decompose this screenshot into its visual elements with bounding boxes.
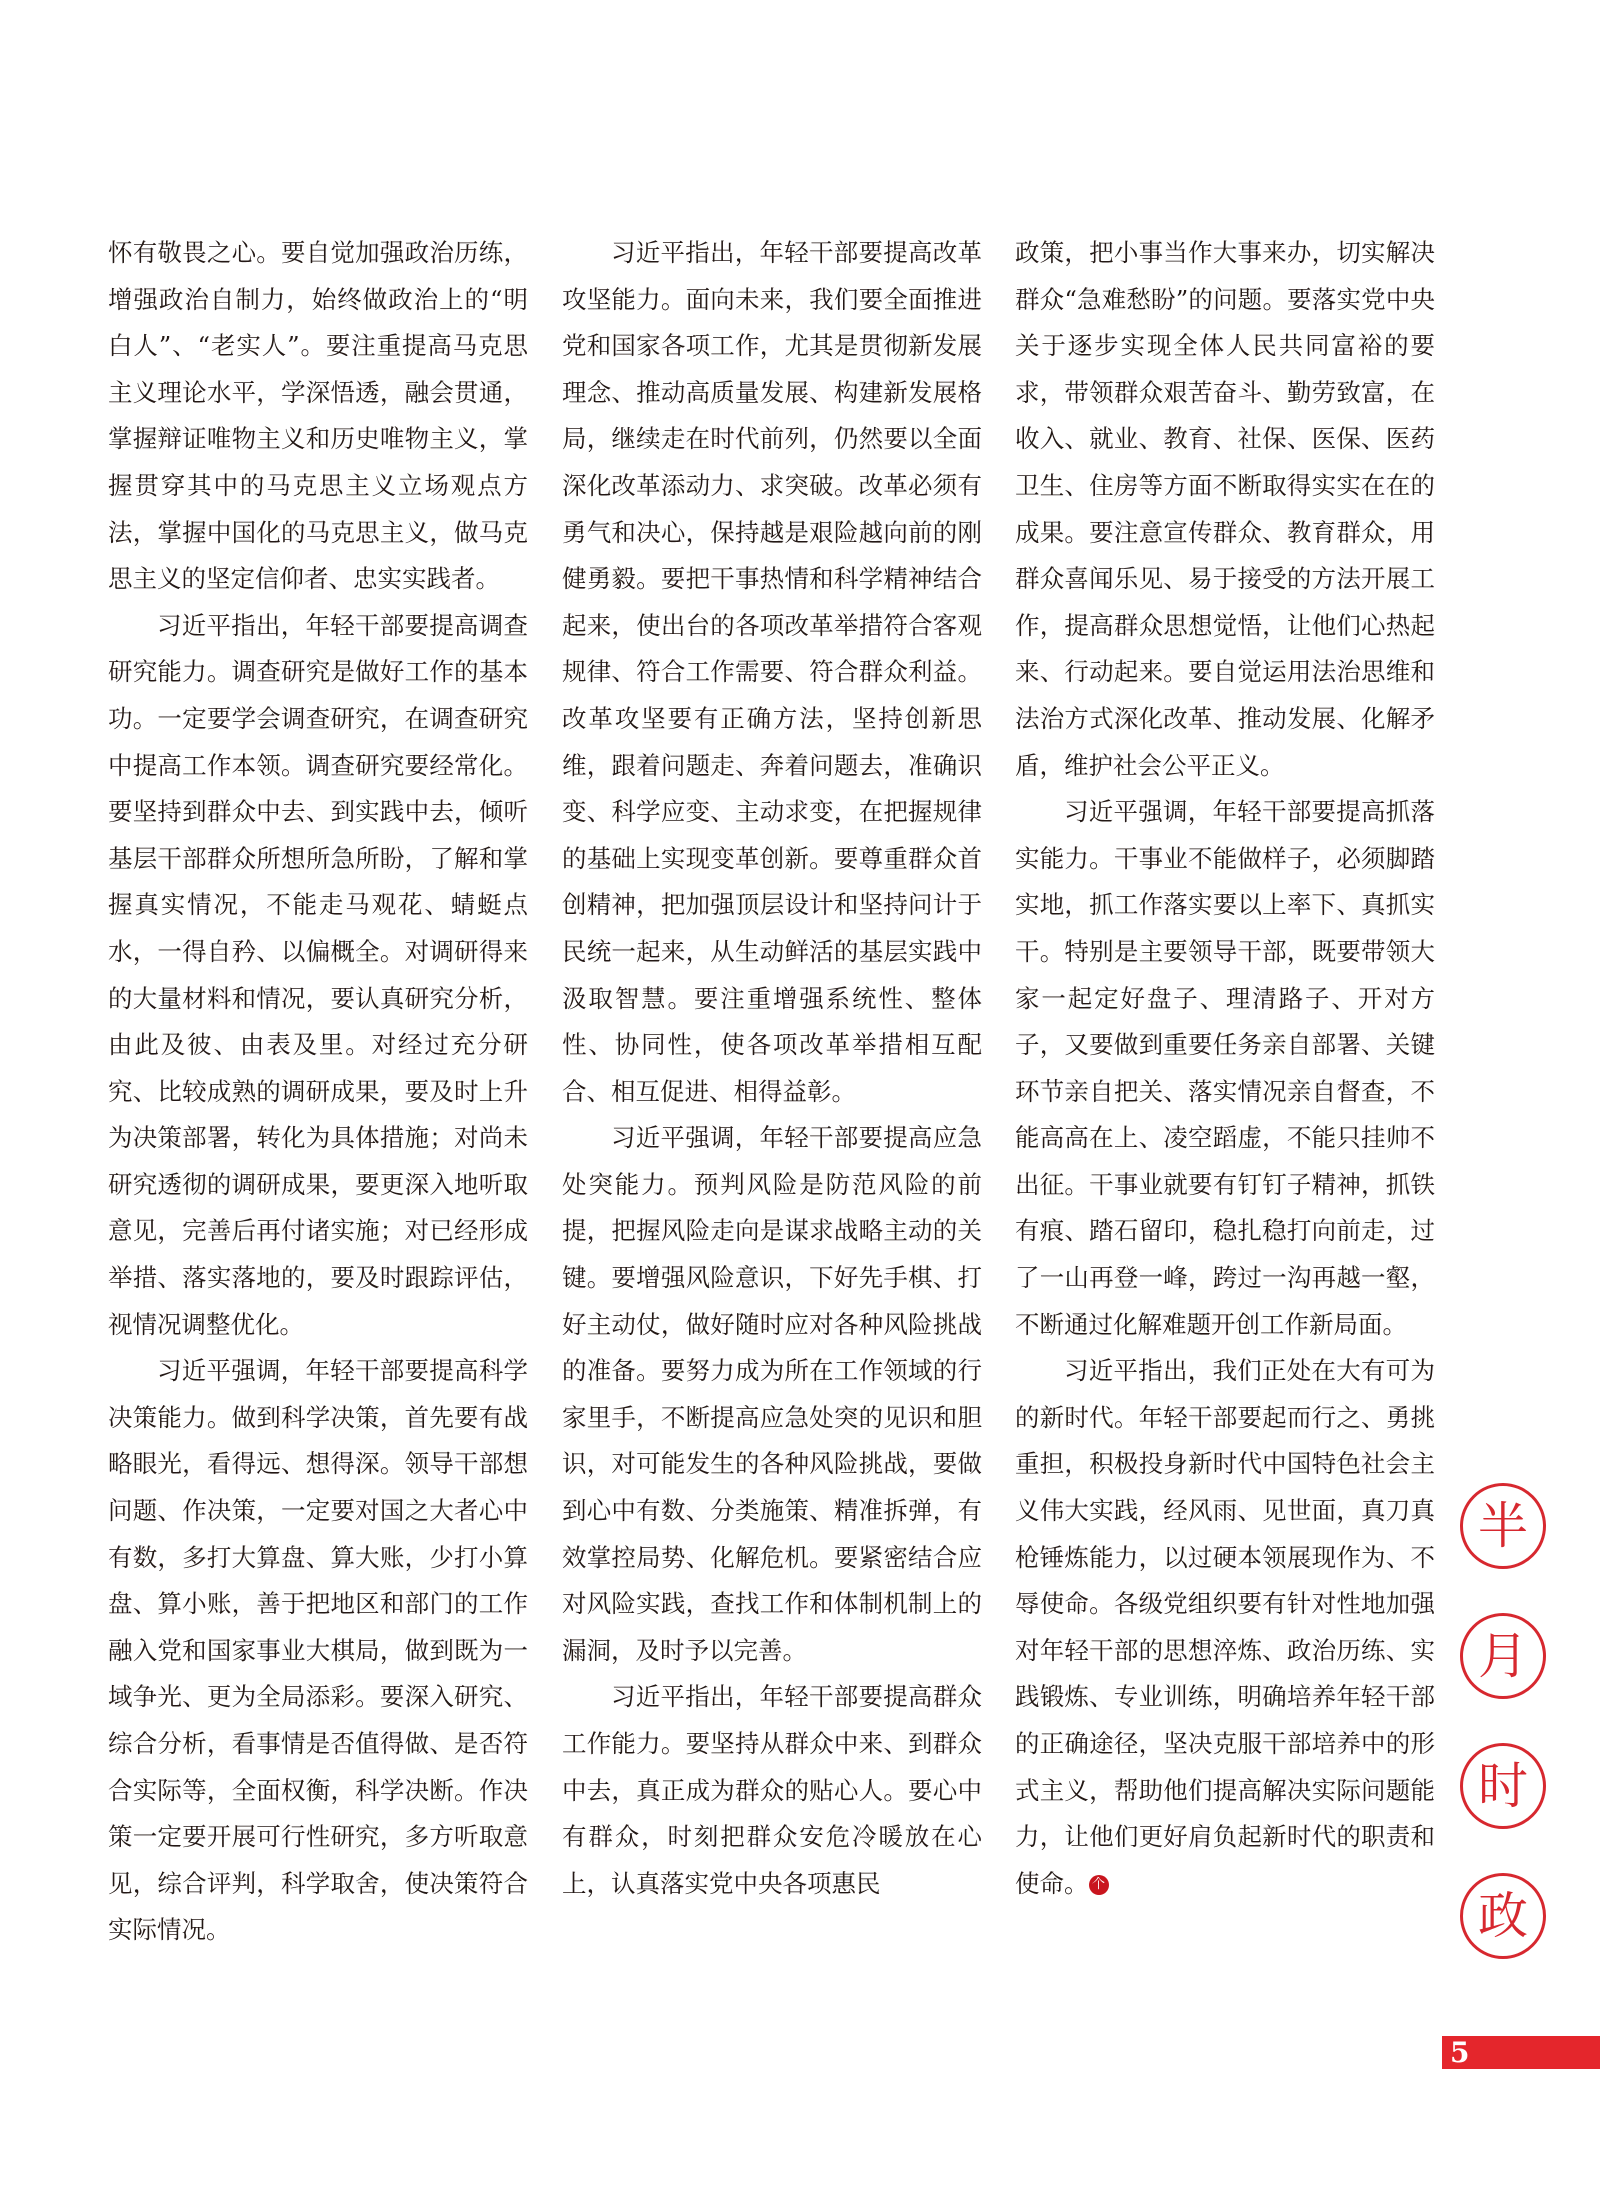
paragraph <box>108 603 528 1349</box>
paragraph <box>108 1348 528 1954</box>
paragraph-text: 怀有敬畏之心。要自觉加强政治历练，增强政治自制力，始终做政治上的“明白人”、“老实人”。要注重提高马克思主义理论水平，学深悟透，融会贯通，掌握辩证唯物主义和历史唯物主义，掌握贯穿其中的马克思主义立场观点方法，掌握中国化的马克思主义，做马克思主义的坚定信仰者、忠实实践者。 <box>108 238 528 594</box>
column-tag-char: 政 <box>1460 1873 1546 1959</box>
paragraph <box>562 1674 982 1907</box>
paragraph <box>1015 789 1435 1348</box>
paragraph <box>562 1115 982 1674</box>
column-tag-char: 月 <box>1460 1613 1546 1699</box>
paragraph <box>562 230 982 1115</box>
paragraph <box>1015 1348 1435 1907</box>
paragraph-text: 习近平强调，年轻干部要提高应急处突能力。预判风险是防范风险的前提，把握风险走向是谋求战略主动的关键。要增强风险意识，下好先手棋、打好主动仗，做好随时应对各种风险挑战的准备。要努力成为所在工作领域的行家里手，不断提高应急处突的见识和胆识，对可能发生的各种风险挑战，要做到心中有数、分类施策、精准拆弹，有效掌控局势、化解危机。要紧密结合应对风险实践，查找工作和体制机制上的漏洞，及时予以完善。 <box>562 1123 982 1665</box>
column-tag-char: 时 <box>1460 1743 1546 1829</box>
page-number: 5 <box>1450 2036 1470 2069</box>
text-column-1 <box>108 230 528 1954</box>
end-mark-icon: 个 <box>1089 1875 1109 1895</box>
text-column-3 <box>1015 230 1435 1907</box>
paragraph <box>1015 230 1435 789</box>
paragraph-text: 习近平强调，年轻干部要提高科学决策能力。做到科学决策，首先要有战略眼光，看得远、想得深。领导干部想问题、作决策，一定要对国之大者心中有数，多打大算盘、算大账，少打小算盘、算小账，善于把地区和部门的工作融入党和国家事业大棋局，做到既为一域争光、更为全局添彩。要深入研究、综合分析，看事情是否值得做、是否符合实际等，全面权衡，科学决断。作决策一定要开展可行性研究，多方听取意见，综合评判，科学取舍，使决策符合实际情况。 <box>108 1356 528 1945</box>
paragraph-text: 习近平指出，年轻干部要提高群众工作能力。要坚持从群众中来、到群众中去，真正成为群众的贴心人。要心中有群众，时刻把群众安危冷暖放在心上，认真落实党中央各项惠民 <box>562 1682 982 1898</box>
paragraph-text: 政策，把小事当作大事来办，切实解决群众“急难愁盼”的问题。要落实党中央关于逐步实现全体人民共同富裕的要求，带领群众艰苦奋斗、勤劳致富，在收入、就业、教育、社保、医保、医药卫生、住房等方面不断取得实实在在的成果。要注意宣传群众、教育群众，用群众喜闻乐见、易于接受的方法开展工作，提高群众思想觉悟，让他们心热起来、行动起来。要自觉运用法治思维和法治方式深化改革、推动发展、化解矛盾，维护社会公平正义。 <box>1015 238 1435 780</box>
text-column-2 <box>562 230 982 1907</box>
paragraph <box>108 230 528 603</box>
paragraph-text: 习近平指出，年轻干部要提高改革攻坚能力。面向未来，我们要全面推进党和国家各项工作，尤其是贯彻新发展理念、推动高质量发展、构建新发展格局，继续走在时代前列，仍然要以全面深化改革添动力、求突破。改革必须有勇气和决心，保持越是艰险越向前的刚健勇毅。要把干事热情和科学精神结合起来，使出台的各项改革举措符合客观规律、符合工作需要、符合群众利益。改革攻坚要有正确方法，坚持创新思维，跟着问题走、奔着问题去，准确识变、科学应变、主动求变，在把握规律的基础上实现变革创新。要尊重群众首创精神，把加强顶层设计和坚持问计于民统一起来，从生动鲜活的基层实践中汲取智慧。要注重增强系统性、整体性、协同性，使各项改革举措相互配合、相互促进、相得益彰。 <box>562 238 982 1106</box>
column-tag-char: 半 <box>1460 1483 1546 1569</box>
paragraph-text: 习近平强调，年轻干部要提高抓落实能力。干事业不能做样子，必须脚踏实地，抓工作落实要以上率下、真抓实干。特别是主要领导干部，既要带领大家一起定好盘子、理清路子、开对方子，又要做到重要任务亲自部署、关键环节亲自把关、落实情况亲自督查，不能高高在上、凌空蹈虚，不能只挂帅不出征。干事业就要有钉钉子精神，抓铁有痕、踏石留印，稳扎稳打向前走，过了一山再登一峰，跨过一沟再越一壑，不断通过化解难题开创工作新局面。 <box>1015 797 1435 1339</box>
paragraph-text: 习近平指出，年轻干部要提高调查研究能力。调查研究是做好工作的基本功。一定要学会调查研究，在调查研究中提高工作本领。调查研究要经常化。要坚持到群众中去、到实践中去，倾听基层干部群众所想所急所盼，了解和掌握真实情况，不能走马观花、蜻蜓点水，一得自矜、以偏概全。对调研得来的大量材料和情况，要认真研究分析，由此及彼、由表及里。对经过充分研究、比较成熟的调研成果，要及时上升为决策部署，转化为具体措施；对尚未研究透彻的调研成果，要更深入地听取意见，完善后再付诸实施；对已经形成举措、落实落地的，要及时跟踪评估，视情况调整优化。 <box>108 610 528 1339</box>
paragraph-text: 习近平指出，我们正处在大有可为的新时代。年轻干部要起而行之、勇挑重担，积极投身新时代中国特色社会主义伟大实践，经风雨、见世面，真刀真枪锤炼能力，以过硬本领展现作为、不辱使命。各级党组织要有针对性地加强对年轻干部的思想淬炼、政治历练、实践锻炼、专业训练，明确培养年轻干部的正确途径，坚决克服干部培养中的形式主义，帮助他们提高解决实际问题能力，让他们更好肩负起新时代的职责和使命。 <box>1015 1356 1435 1898</box>
